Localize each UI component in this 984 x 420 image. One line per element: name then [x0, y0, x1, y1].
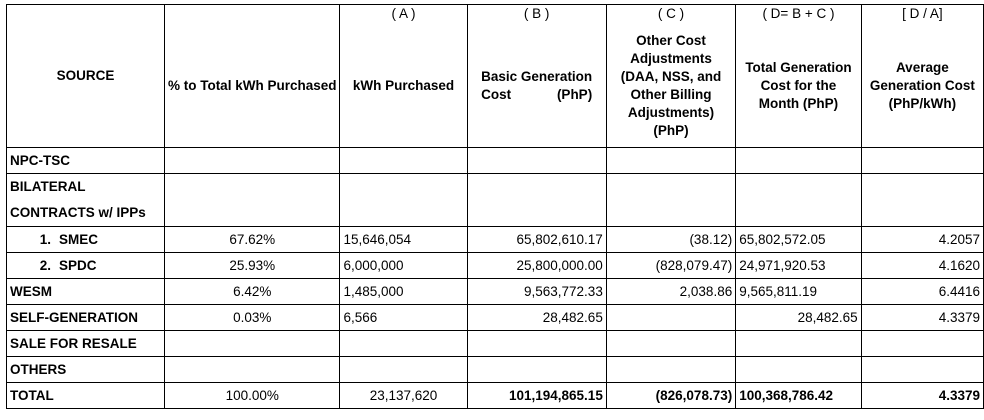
header-basic — [467, 5, 606, 148]
source-cell: NPC-TSC — [7, 148, 165, 174]
kwh-cell: 1,485,000 — [340, 279, 467, 305]
other-adj-cell — [606, 357, 735, 383]
avg-cost-cell: 4.2057 — [861, 227, 983, 253]
basic-cost-cell: 9,563,772.33 — [467, 279, 606, 305]
item-number: 1. — [39, 232, 51, 247]
total-gen-cell: 100,368,786.42 — [736, 383, 861, 409]
header-source — [7, 5, 165, 148]
source-cell: TOTAL — [7, 383, 165, 409]
pct-cell: 100.00% — [164, 383, 340, 409]
header-other-letter: ( C ) — [657, 6, 685, 21]
basic-cost-cell — [467, 357, 606, 383]
kwh-cell — [340, 174, 467, 227]
total-gen-cell: 65,802,572.05 — [736, 227, 861, 253]
basic-cost-cell: 101,194,865.15 — [467, 383, 606, 409]
source-cell: OTHERS — [7, 357, 165, 383]
table-row-total — [7, 383, 984, 409]
header-total-gen-label: Total Generation Cost for the Month (PhP) — [745, 60, 852, 111]
pct-cell: 67.62% — [164, 227, 340, 253]
other-adj-cell — [606, 148, 735, 174]
basic-cost-cell: 28,482.65 — [467, 305, 606, 331]
pct-cell: 6.42% — [164, 279, 340, 305]
kwh-cell: 23,137,620 — [340, 383, 467, 409]
total-gen-cell — [736, 331, 861, 357]
pct-cell — [164, 331, 340, 357]
source-cell — [7, 174, 165, 227]
table-row-others — [7, 357, 984, 383]
table-row-sale-for-resale — [7, 331, 984, 357]
avg-cost-cell — [861, 148, 983, 174]
source-cell — [7, 227, 165, 253]
other-adj-cell — [606, 305, 735, 331]
source-label: SMEC — [59, 232, 99, 247]
kwh-cell: 15,646,054 — [340, 227, 467, 253]
kwh-cell: 6,000,000 — [340, 253, 467, 279]
header-basic-letter: ( B ) — [523, 6, 550, 21]
header-pct — [164, 5, 340, 148]
header-other-label: Other Cost Adjustments (DAA, NSS, and Other Billing Adjustments) (PhP) — [620, 33, 722, 138]
other-adj-cell: (38.12) — [606, 227, 735, 253]
header-avg-label: Average Generation Cost (PhP/kWh) — [869, 60, 975, 111]
header-kwh — [340, 5, 467, 148]
generation-cost-table — [6, 4, 984, 409]
total-gen-cell: 24,971,920.53 — [736, 253, 861, 279]
source-cell: SELF-GENERATION — [7, 305, 165, 331]
header-basic-label: Basic Generation — [481, 69, 593, 84]
header-source-label: SOURCE — [56, 68, 115, 83]
kwh-cell — [340, 357, 467, 383]
kwh-cell — [340, 331, 467, 357]
basic-cost-cell: 25,800,000.00 — [467, 253, 606, 279]
basic-cost-cell: 65,802,610.17 — [467, 227, 606, 253]
source-cell — [7, 253, 165, 279]
avg-cost-cell — [861, 174, 983, 227]
kwh-cell: 6,566 — [340, 305, 467, 331]
source-label: SPDC — [59, 258, 97, 273]
source-cell: WESM — [7, 279, 165, 305]
table-row-self-generation — [7, 305, 984, 331]
other-adj-cell: (826,078.73) — [606, 383, 735, 409]
other-adj-cell: (828,079.47) — [606, 253, 735, 279]
source-line-2: CONTRACTS w/ IPPs — [10, 205, 146, 220]
basic-cost-cell — [467, 148, 606, 174]
item-number: 2. — [39, 258, 51, 273]
table-row-spdc — [7, 253, 984, 279]
other-adj-cell: 2,038.86 — [606, 279, 735, 305]
pct-cell — [164, 174, 340, 227]
source-cell: SALE FOR RESALE — [7, 331, 165, 357]
avg-cost-cell: 4.1620 — [861, 253, 983, 279]
avg-cost-cell — [861, 331, 983, 357]
basic-cost-cell — [467, 331, 606, 357]
other-adj-cell — [606, 174, 735, 227]
table-row-smec — [7, 227, 984, 253]
header-avg-letter: [ D / A] — [902, 6, 943, 21]
header-basic-unit: (PhP) — [556, 87, 593, 102]
source-line-1: BILATERAL — [10, 179, 86, 194]
pct-cell: 25.93% — [164, 253, 340, 279]
table-row-npc-tsc — [7, 148, 984, 174]
table-row-wesm — [7, 279, 984, 305]
header-other — [606, 5, 735, 148]
header-kwh-letter: ( A ) — [391, 6, 416, 21]
total-gen-cell: 28,482.65 — [736, 305, 861, 331]
header-basic-cost: Cost — [481, 87, 512, 102]
pct-cell — [164, 148, 340, 174]
header-total-gen-letter: ( D= B + C ) — [762, 6, 835, 21]
header-kwh-label: kWh Purchased — [352, 78, 455, 93]
other-adj-cell — [606, 331, 735, 357]
table-row-bilateral — [7, 174, 984, 227]
avg-cost-cell — [861, 357, 983, 383]
header-pct-label: % to Total kWh Purchased — [167, 78, 337, 93]
avg-cost-cell: 6.4416 — [861, 279, 983, 305]
avg-cost-cell: 4.3379 — [861, 305, 983, 331]
total-gen-cell — [736, 148, 861, 174]
basic-cost-cell — [467, 174, 606, 227]
header-row — [7, 5, 984, 148]
header-total-gen — [736, 5, 861, 148]
pct-cell: 0.03% — [164, 305, 340, 331]
total-gen-cell: 9,565,811.19 — [736, 279, 861, 305]
pct-cell — [164, 357, 340, 383]
avg-cost-cell: 4.3379 — [861, 383, 983, 409]
total-gen-cell — [736, 357, 861, 383]
total-gen-cell — [736, 174, 861, 227]
header-avg — [861, 5, 983, 148]
kwh-cell — [340, 148, 467, 174]
